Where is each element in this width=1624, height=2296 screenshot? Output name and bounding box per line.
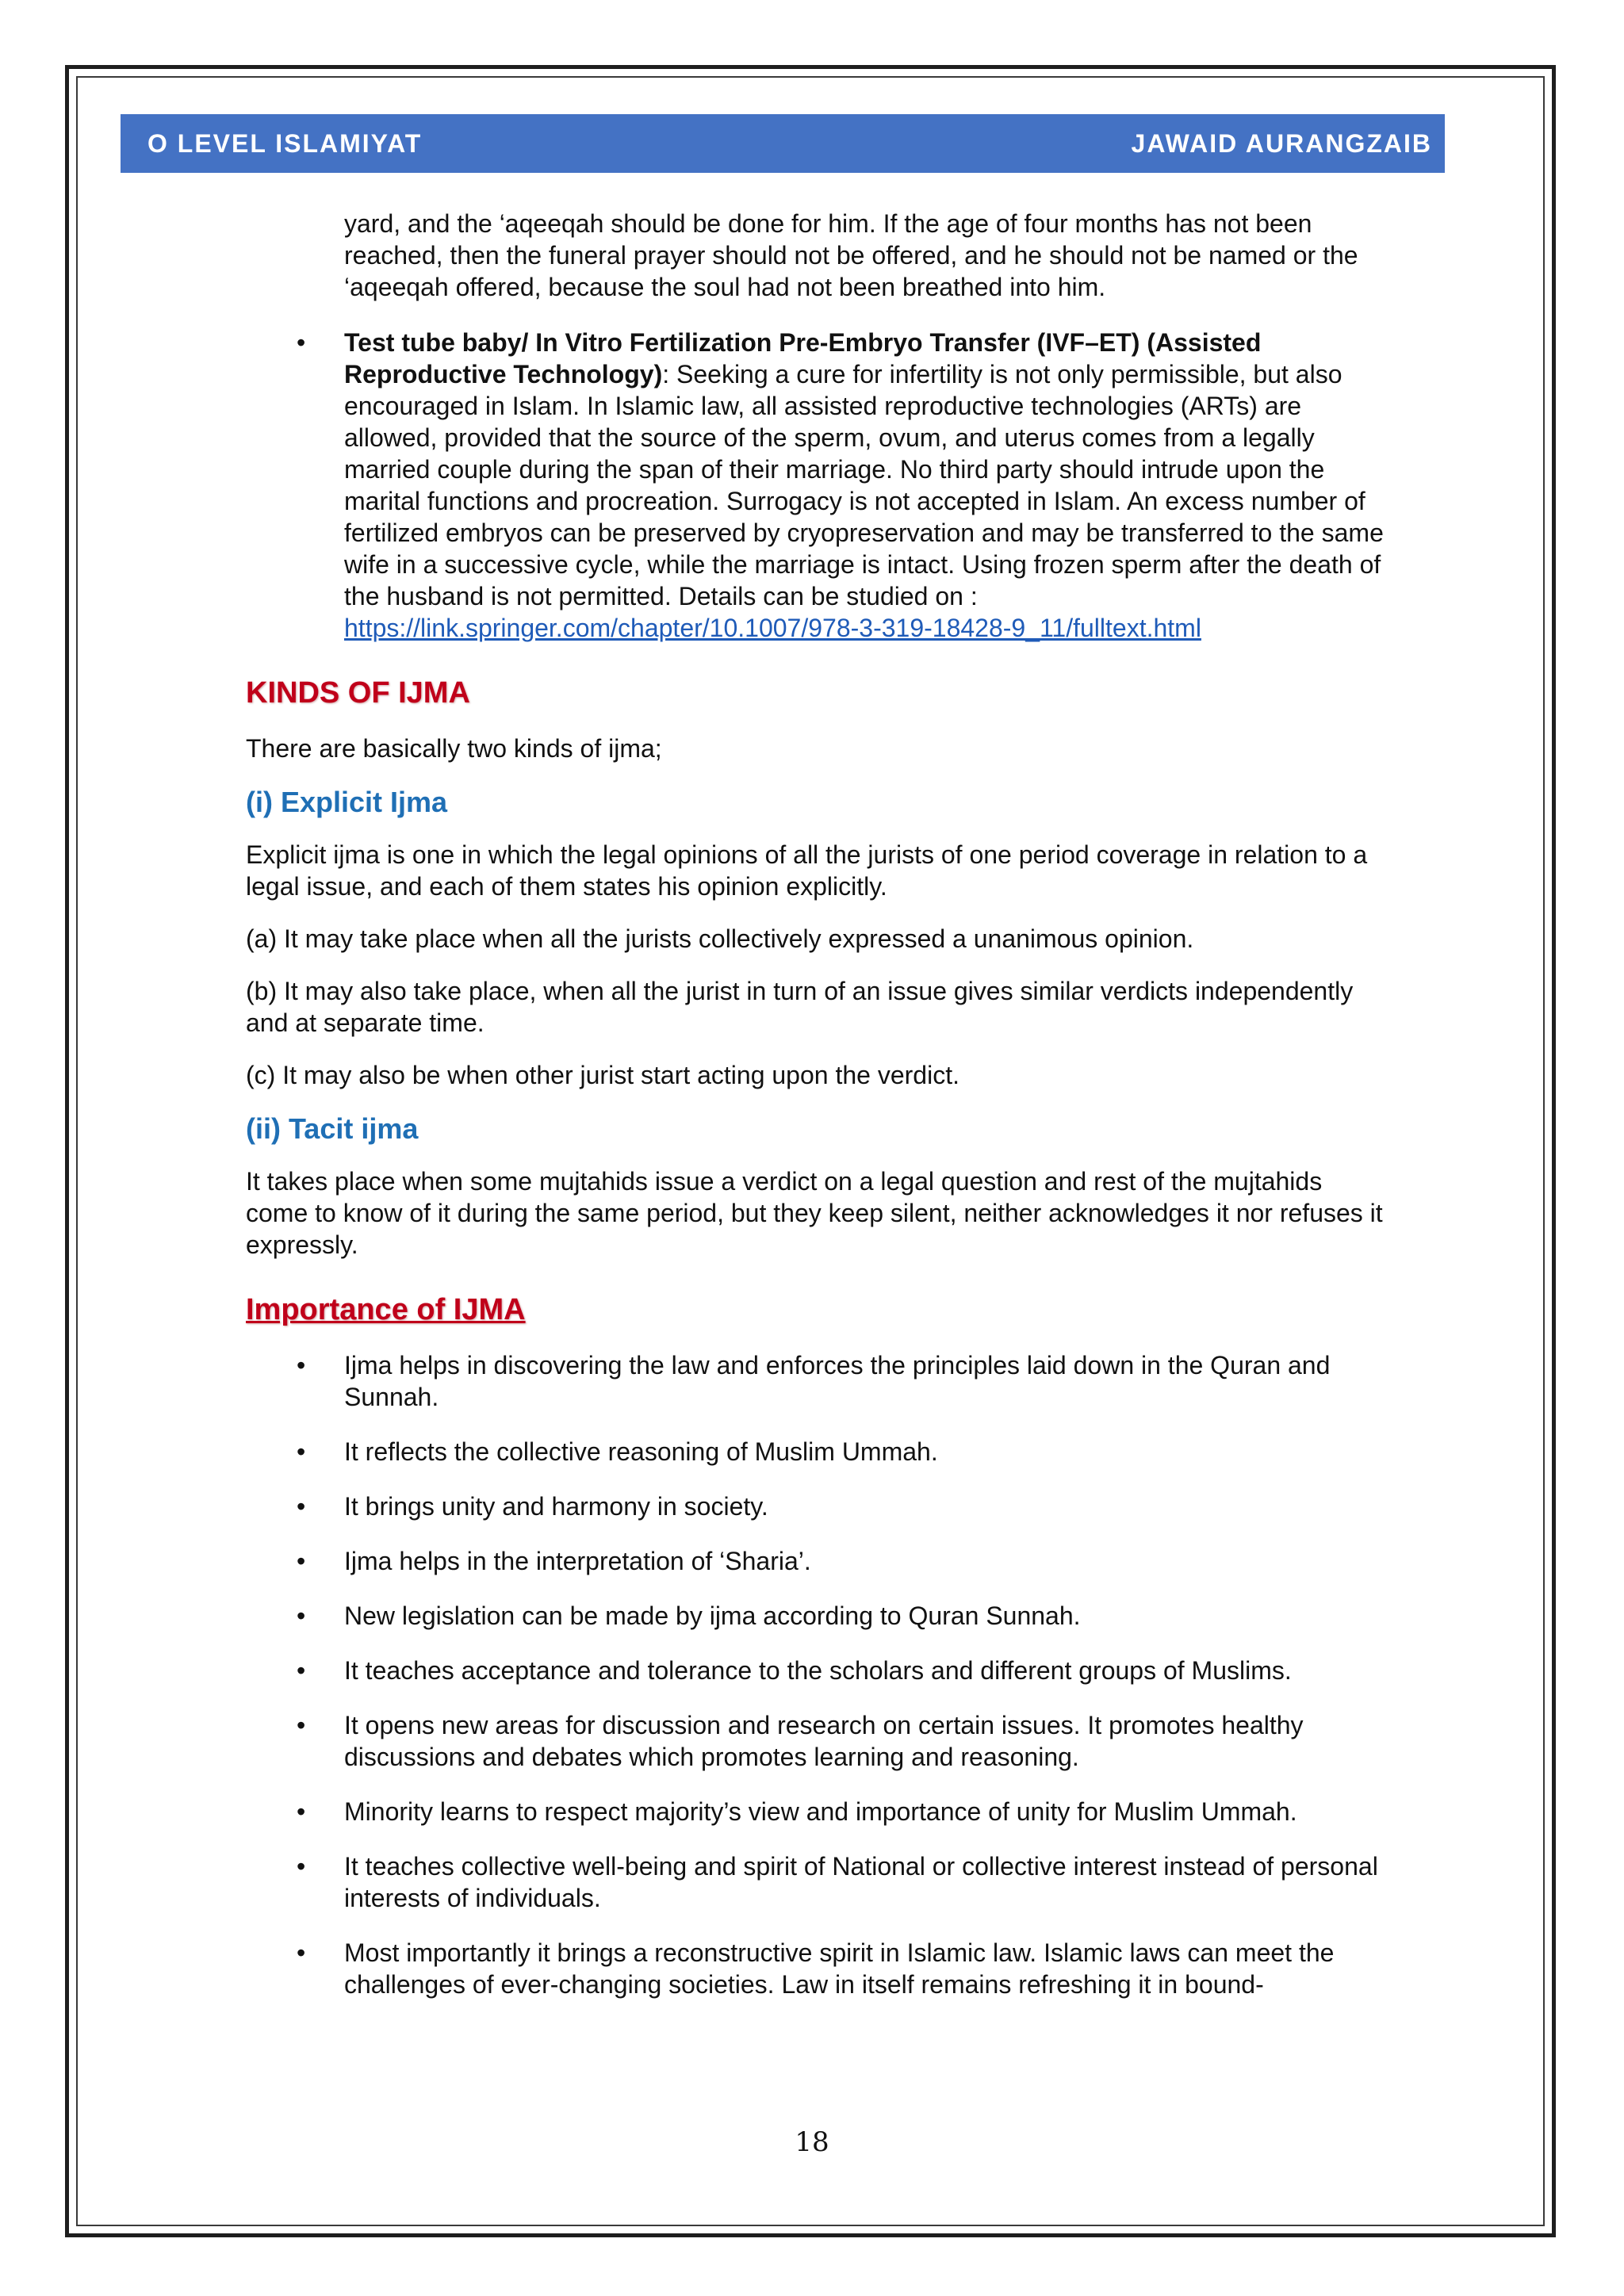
bullet-dot: •	[297, 1711, 306, 1739]
bullet-dot: •	[297, 1601, 306, 1630]
bullet-dot: •	[297, 328, 306, 357]
bullet-dot: •	[297, 1492, 306, 1521]
importance-item	[246, 1655, 1388, 1686]
page-number: 18	[795, 2126, 829, 2158]
importance-item	[246, 1349, 1388, 1413]
explicit-point-b: (b) It may also take place, when all the jurist in turn of an issue gives similar verdicts independently and at separate time.	[246, 977, 1354, 1037]
importance-item-text: Ijma helps in the interpretation of ‘Sharia’.	[344, 1547, 811, 1575]
ivf-bullet-item	[246, 327, 1388, 644]
importance-heading: Importance of IJMA	[246, 1293, 526, 1326]
importance-item-text: It opens new areas for discussion and research on certain issues. It promotes healthy discussions and debates which promotes learning and reasoning.	[344, 1711, 1304, 1771]
importance-item	[246, 1937, 1388, 2000]
page-header	[121, 114, 1445, 173]
importance-item	[246, 1490, 1388, 1522]
bullet-dot: •	[297, 1797, 306, 1826]
importance-item-text: It teaches acceptance and tolerance to the scholars and different groups of Muslims.	[344, 1656, 1292, 1685]
importance-item-text: Most importantly it brings a reconstructive spirit in Islamic law. Islamic laws can meet the challenges of ever-changing societies. Law in itself remains refreshing it in bound-	[344, 1938, 1335, 1999]
springer-link[interactable]: https://link.springer.com/chapter/10.1007/978-3-319-18428-9_11/fulltext.html	[344, 614, 1201, 642]
importance-list	[246, 1349, 1388, 2000]
explicit-definition: Explicit ijma is one in which the legal opinions of all the jurists of one period coverage in relation to a legal issue, and each of them states his opinion explicitly.	[246, 840, 1368, 901]
explicit-point-a: (a) It may take place when all the jurists collectively expressed a unanimous opinion.	[246, 924, 1194, 953]
importance-item	[246, 1850, 1388, 1914]
bullet-dot: •	[297, 1547, 306, 1575]
ivf-title: Test tube baby/ In Vitro Fertilization Pre-Embryo Transfer (IVF–ET) (Assisted Reproductive Technology)	[344, 328, 1262, 388]
importance-item-text: Ijma helps in discovering the law and enforces the principles laid down in the Quran and Sunnah.	[344, 1351, 1331, 1411]
importance-item-text: It reflects the collective reasoning of Muslim Ummah.	[344, 1437, 938, 1466]
bullet-dot: •	[297, 1437, 306, 1466]
importance-item	[246, 1709, 1388, 1773]
kinds-heading: KINDS OF IJMA	[246, 676, 470, 710]
explicit-heading: (i) Explicit Ijma	[246, 786, 448, 818]
bullet-dot: •	[297, 1852, 306, 1881]
kinds-intro: There are basically two kinds of ijma;	[246, 734, 662, 763]
importance-item-text: It teaches collective well-being and spirit of National or collective interest instead of personal interests of individuals.	[344, 1852, 1378, 1912]
ivf-text: : Seeking a cure for infertility is not only permissible, but also encouraged in Islam. In Islamic law, all assisted reproductive technologies (ARTs) are allowed, provided that the source of the sperm, ovum, and uterus comes from a legally married couple during the span of their marriage. No third party should intrude upon the marital functions and procreation. Surrogacy is not accepted in Islam. An excess number of fertilized embryos can be preserved by cryopreservation and may be transferred to the same wife in a successive cycle, while the marriage is intact. Using frozen sperm after the death of the husband is not permitted. Details can be studied on :	[344, 360, 1384, 610]
importance-item	[246, 1545, 1388, 1577]
tacit-heading: (ii) Tacit ijma	[246, 1112, 419, 1145]
ivf-list	[246, 327, 1388, 644]
bullet-dot: •	[297, 1656, 306, 1685]
bullet-dot: •	[297, 1351, 306, 1380]
importance-item-text: It brings unity and harmony in society.	[344, 1492, 768, 1521]
page-content	[246, 208, 1388, 2000]
importance-item	[246, 1600, 1388, 1632]
header-left-title: O LEVEL ISLAMIYAT	[147, 128, 423, 158]
importance-item	[246, 1796, 1388, 1827]
header-right-title: JAWAID AURANGZAIB	[1131, 128, 1432, 158]
importance-item	[246, 1436, 1388, 1468]
importance-item-text: New legislation can be made by ijma according to Quran Sunnah.	[344, 1601, 1081, 1630]
intro-continuation: yard, and the ‘aqeeqah should be done for him. If the age of four months has not been reached, then the funeral prayer should not be offered, and he should not be named or the ‘aqeeqah offered, because the soul had not been breathed into him.	[344, 209, 1358, 301]
importance-item-text: Minority learns to respect majority’s view and importance of unity for Muslim Ummah.	[344, 1797, 1297, 1826]
bullet-dot: •	[297, 1938, 306, 1967]
explicit-point-c: (c) It may also be when other jurist start acting upon the verdict.	[246, 1061, 959, 1089]
tacit-definition: It takes place when some mujtahids issue a verdict on a legal question and rest of the mujtahids come to know of it during the same period, but they keep silent, neither acknowledges it nor refuses it expressly.	[246, 1167, 1383, 1259]
